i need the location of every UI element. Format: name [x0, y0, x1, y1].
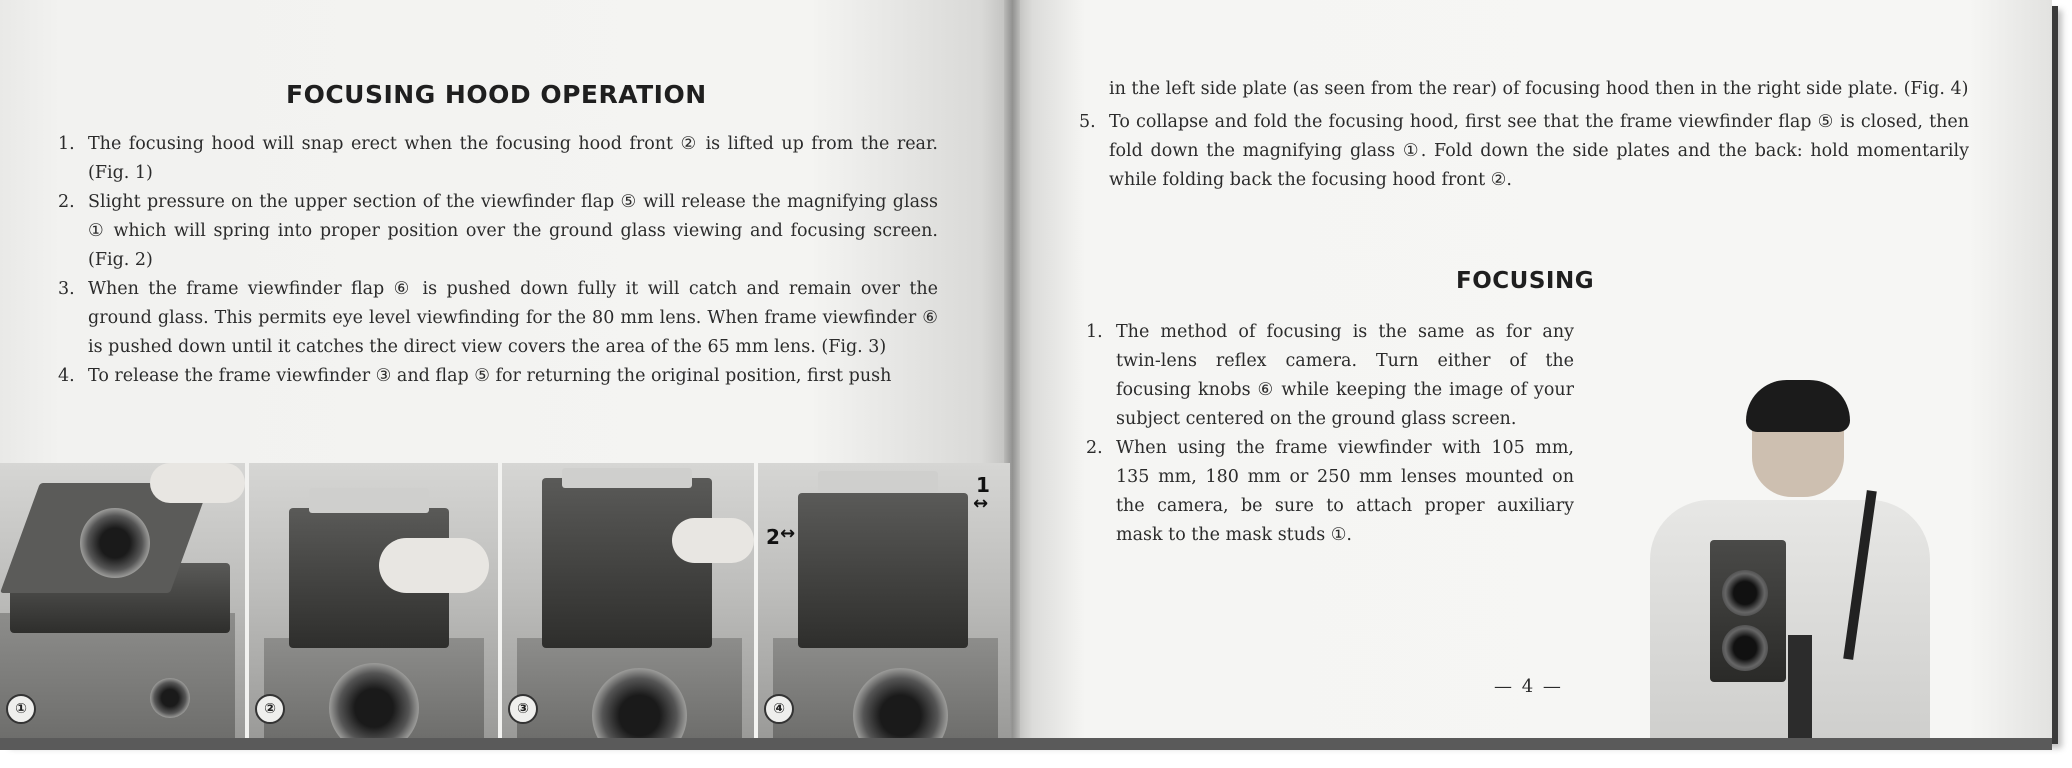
focusing-title: FOCUSING [1456, 268, 1595, 294]
list-item: 2. When using the frame viewfinder with 105 mm, 135 mm, 180 mm or 250 mm lenses mounted on the camera, be sure to attach proper auxiliary mask to the mask studs ①. [1086, 438, 1574, 545]
list-item: 4. To release the frame viewfinder ③ and flap ⑤ for returning the original position, first push [58, 366, 892, 386]
figure-2-photo [249, 463, 498, 738]
hood-operation-list [58, 130, 938, 391]
arrow-left-right-icon: ↔ [780, 523, 796, 544]
figure-1-badge: ① [6, 694, 36, 724]
figure-4-photo [758, 463, 1010, 738]
list-item-continuation: in the left side plate (as seen from the rear) of focusing hood then in the right side plate. (Fig. 4) [1109, 79, 1969, 99]
figure-4-arrow-2-label: 2 [766, 525, 780, 549]
photographer-photo [1640, 380, 1940, 738]
hood-operation-continued-list [1079, 75, 1969, 195]
page-bottom-edge [0, 738, 2052, 750]
focusing-list [1086, 318, 1574, 550]
list-item: 1. The method of focusing is the same as for any twin-lens reflex camera. Turn either of the focusing knobs ⑥ while keeping the image of your subject centered on the ground glass screen. [1086, 322, 1574, 429]
figure-3-photo [502, 463, 754, 738]
figure-4-badge: ④ [764, 694, 794, 724]
list-item: 1. The focusing hood will snap erect when the focusing hood front ② is lifted up from the rear. (Fig. 1) [58, 134, 938, 183]
list-item: 3. When the frame viewfinder flap ⑥ is pushed down fully it will catch and remain over the ground glass. This permits eye level viewfinding for the 80 mm lens. When frame viewfinder ⑥ is pushed down until it catches the direct view covers the area of the 65 mm lens. (Fig. 3) [58, 279, 938, 357]
page-number: — 4 — [1494, 676, 1563, 697]
figure-4-arrow-1-label: 1 [976, 473, 990, 497]
focusing-hood-operation-title: FOCUSING HOOD OPERATION [286, 80, 707, 109]
figure-1-photo [0, 463, 245, 738]
list-item: 5. To collapse and fold the focusing hood, first see that the frame viewfinder flap ⑤ is closed, then fold down the magnifying glass ①. Fold down the side plates and the back: hold momentarily while folding back the focusing hood front ②. [1079, 112, 1969, 190]
list-item: 2. Slight pressure on the upper section of the viewfinder flap ⑤ will release the magnifying glass ① which will spring into proper position over the ground glass viewing and focusing screen. (Fig. 2) [58, 192, 938, 270]
figure-2-badge: ② [255, 694, 285, 724]
arrow-left-right-icon: ↔ [973, 493, 989, 514]
figure-3-badge: ③ [508, 694, 538, 724]
